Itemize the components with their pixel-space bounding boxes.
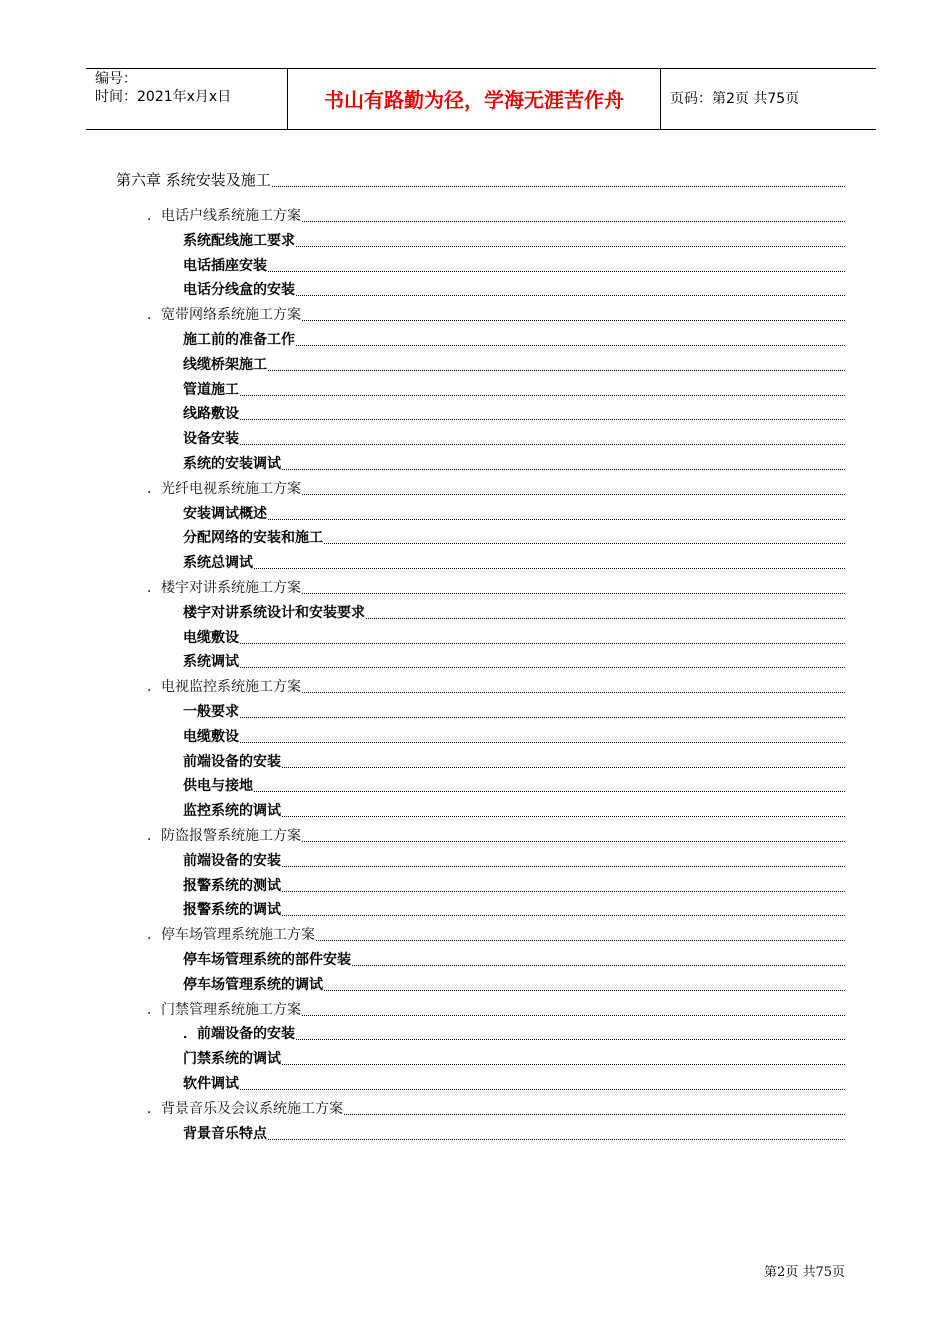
document-header bbox=[86, 68, 876, 130]
toc-entry-title: 安装调试概述 bbox=[183, 506, 267, 522]
toc-subsection[interactable] bbox=[183, 1048, 845, 1068]
toc-entry-title: ．宽带网络系统施工方案 bbox=[147, 307, 301, 323]
toc-subsection[interactable] bbox=[183, 255, 845, 275]
dot-leader bbox=[268, 369, 845, 371]
toc-entry-title: 电话插座安装 bbox=[183, 258, 267, 274]
header-meta-cell bbox=[86, 69, 288, 129]
dot-leader bbox=[302, 1014, 845, 1016]
toc-entry-title: 电缆敷设 bbox=[183, 729, 239, 745]
dot-leader bbox=[352, 964, 845, 966]
dot-leader bbox=[272, 185, 845, 187]
toc-entry-title: ．门禁管理系统施工方案 bbox=[147, 1002, 301, 1018]
toc-entry-title: 报警系统的测试 bbox=[183, 878, 281, 894]
toc-entry-title: ．电话户线系统施工方案 bbox=[147, 208, 301, 224]
toc-entry-title: 电缆敷设 bbox=[183, 630, 239, 646]
dot-leader bbox=[240, 666, 845, 668]
dot-leader bbox=[282, 815, 845, 817]
toc-subsection[interactable] bbox=[183, 800, 845, 820]
toc-entry-title: ．光纤电视系统施工方案 bbox=[147, 481, 301, 497]
dot-leader bbox=[282, 890, 845, 892]
toc-entry-title: 停车场管理系统的部件安装 bbox=[183, 952, 351, 968]
dot-leader bbox=[282, 914, 845, 916]
header-page-number: 页码：第2页 共75页 bbox=[670, 91, 800, 107]
toc-subsection[interactable] bbox=[183, 379, 845, 399]
toc-subsection[interactable] bbox=[183, 230, 845, 250]
toc-subsection[interactable] bbox=[183, 949, 845, 969]
toc-section[interactable] bbox=[147, 999, 845, 1019]
toc-entry-title: 管道施工 bbox=[183, 382, 239, 398]
toc-entry-title: 背景音乐特点 bbox=[183, 1126, 267, 1142]
toc-subsection[interactable] bbox=[183, 627, 845, 647]
toc-entry-title: ．停车场管理系统施工方案 bbox=[147, 927, 315, 943]
dot-leader bbox=[302, 319, 845, 321]
toc-subsection[interactable] bbox=[183, 279, 845, 299]
dot-leader bbox=[240, 716, 845, 718]
toc-entry-title: 线缆桥架施工 bbox=[183, 357, 267, 373]
toc-subsection[interactable] bbox=[183, 651, 845, 671]
dot-leader bbox=[324, 542, 845, 544]
toc-subsection[interactable] bbox=[183, 329, 845, 349]
toc-section[interactable] bbox=[147, 825, 845, 845]
motto: 书山有路勤为径，学海无涯苦作舟 bbox=[324, 88, 624, 112]
dot-leader bbox=[302, 840, 845, 842]
dot-leader bbox=[282, 766, 845, 768]
toc-entry-title: ．防盗报警系统施工方案 bbox=[147, 828, 301, 844]
toc-entry-title: 第六章 系统安装及施工 bbox=[116, 171, 271, 189]
toc-subsection[interactable] bbox=[183, 527, 845, 547]
toc-entry-title: 施工前的准备工作 bbox=[183, 332, 295, 348]
dot-leader bbox=[302, 493, 845, 495]
toc-section[interactable] bbox=[147, 577, 845, 597]
number-label: 编号： bbox=[95, 71, 137, 87]
toc-subsection[interactable] bbox=[183, 1123, 845, 1143]
dot-leader bbox=[344, 1113, 845, 1115]
dot-leader bbox=[282, 1063, 845, 1065]
toc-subsection[interactable] bbox=[183, 503, 845, 523]
toc-entry-title: 电话分线盒的安装 bbox=[183, 282, 295, 298]
toc-entry-title: 监控系统的调试 bbox=[183, 803, 281, 819]
dot-leader bbox=[240, 1088, 845, 1090]
toc-entry-title: ．背景音乐及会议系统施工方案 bbox=[147, 1101, 343, 1117]
dot-leader bbox=[324, 989, 845, 991]
dot-leader bbox=[366, 617, 845, 619]
toc-section[interactable] bbox=[147, 205, 845, 225]
header-motto-cell bbox=[288, 69, 661, 129]
toc-subsection[interactable] bbox=[183, 899, 845, 919]
toc-entry-title: 供电与接地 bbox=[183, 778, 253, 794]
toc-entry-title: 系统调试 bbox=[183, 654, 239, 670]
toc-subsection[interactable] bbox=[183, 1073, 845, 1093]
toc-subsection[interactable] bbox=[183, 453, 845, 473]
toc-subsection[interactable] bbox=[183, 850, 845, 870]
dot-leader bbox=[302, 220, 845, 222]
toc-subsection[interactable] bbox=[183, 354, 845, 374]
toc-entry-title: 停车场管理系统的调试 bbox=[183, 977, 323, 993]
toc-entry-title: 设备安装 bbox=[183, 431, 239, 447]
dot-leader bbox=[268, 518, 845, 520]
toc-subsection[interactable] bbox=[183, 602, 845, 622]
toc-subsection[interactable] bbox=[183, 701, 845, 721]
toc-entry-title: 分配网络的安装和施工 bbox=[183, 530, 323, 546]
toc-entry-title: 门禁系统的调试 bbox=[183, 1051, 281, 1067]
toc-subsection[interactable] bbox=[183, 726, 845, 746]
toc-subsection[interactable] bbox=[183, 1023, 845, 1043]
toc-subsection[interactable] bbox=[183, 428, 845, 448]
dot-leader bbox=[302, 592, 845, 594]
toc-subsection[interactable] bbox=[183, 875, 845, 895]
toc-entry-title: ．前端设备的安装 bbox=[183, 1026, 295, 1042]
toc-entry-title: ．楼宇对讲系统施工方案 bbox=[147, 580, 301, 596]
toc-section[interactable] bbox=[147, 478, 845, 498]
toc-entry-title: 前端设备的安装 bbox=[183, 754, 281, 770]
dot-leader bbox=[240, 741, 845, 743]
toc-entry-title: 软件调试 bbox=[183, 1076, 239, 1092]
dot-leader bbox=[296, 245, 845, 247]
toc-subsection[interactable] bbox=[183, 751, 845, 771]
toc-entry-title: 系统的安装调试 bbox=[183, 456, 281, 472]
toc-subsection[interactable] bbox=[183, 403, 845, 423]
dot-leader bbox=[240, 443, 845, 445]
toc-subsection[interactable] bbox=[183, 974, 845, 994]
dot-leader bbox=[282, 468, 845, 470]
dot-leader bbox=[240, 394, 845, 396]
toc-subsection[interactable] bbox=[183, 775, 845, 795]
toc-section[interactable] bbox=[147, 924, 845, 944]
toc-entry-title: 楼宇对讲系统设计和安装要求 bbox=[183, 605, 365, 621]
toc-subsection[interactable] bbox=[183, 552, 845, 572]
dot-leader bbox=[268, 270, 845, 272]
toc-section[interactable] bbox=[147, 1098, 845, 1118]
dot-leader bbox=[296, 1038, 845, 1040]
time-label: 时间：2021年x月x日 bbox=[95, 89, 232, 105]
dot-leader bbox=[296, 344, 845, 346]
dot-leader bbox=[302, 691, 845, 693]
dot-leader bbox=[240, 642, 845, 644]
toc-entry-title: 系统配线施工要求 bbox=[183, 233, 295, 249]
dot-leader bbox=[282, 865, 845, 867]
toc-entry-title: 系统总调试 bbox=[183, 555, 253, 571]
dot-leader bbox=[240, 418, 845, 420]
dot-leader bbox=[296, 294, 845, 296]
footer-page-number: 第2页 共75页 bbox=[764, 1265, 845, 1280]
dot-leader bbox=[254, 567, 845, 569]
dot-leader bbox=[268, 1138, 845, 1140]
toc-entry-title: 前端设备的安装 bbox=[183, 853, 281, 869]
toc-chapter[interactable] bbox=[116, 170, 845, 190]
header-page-cell bbox=[661, 69, 876, 129]
toc-entry-title: 报警系统的调试 bbox=[183, 902, 281, 918]
toc-section[interactable] bbox=[147, 676, 845, 696]
dot-leader bbox=[254, 790, 845, 792]
dot-leader bbox=[316, 939, 845, 941]
toc-entry-title: 一般要求 bbox=[183, 704, 239, 720]
toc-entry-title: 线路敷设 bbox=[183, 406, 239, 422]
toc-entry-title: ．电视监控系统施工方案 bbox=[147, 679, 301, 695]
toc-section[interactable] bbox=[147, 304, 845, 324]
